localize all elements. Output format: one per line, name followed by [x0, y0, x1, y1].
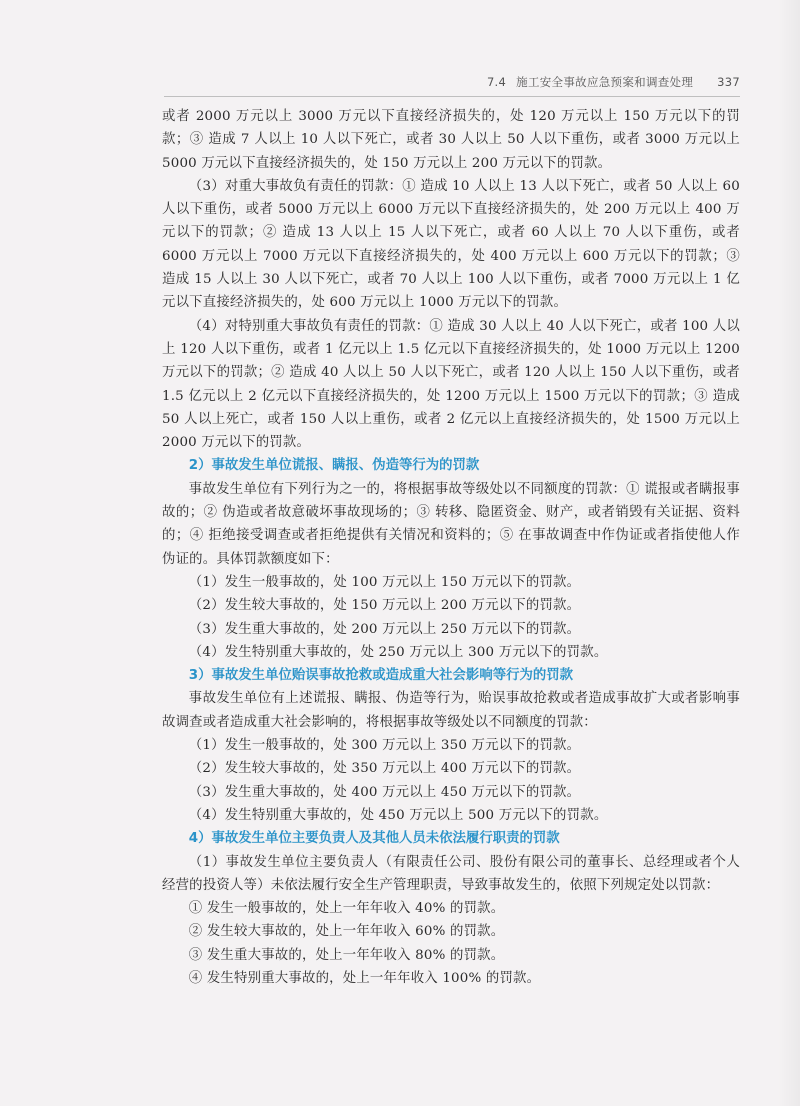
list-item: （4）发生特别重大事故的，处 250 万元以上 300 万元以下的罚款。	[188, 644, 608, 660]
list-item: ② 发生较大事故的，处上一年年收入 60% 的罚款。	[188, 924, 505, 940]
paragraph-continued: 或者 2000 万元以上 3000 万元以下直接经济损失的，处 120 万元以上 150 万元以下的罚款；③ 造成 7 人以上 10 人以下死亡，或者 30 人以上 50 人以下重伤，或者 3000 万元以上 5000 万元以下直接经济损失的，处 150 万元以上 200 万元以下的罚款。	[162, 109, 740, 171]
running-header	[164, 74, 740, 97]
list-item: （3）发生重大事故的，处 400 万元以上 450 万元以下的罚款。	[188, 784, 581, 800]
paragraph-responsible-persons: （1）事故发生单位主要负责人（有限责任公司、股份有限公司的董事长、总经理或者个人经营的投资人等）未依法履行安全生产管理职责，导致事故发生的，依照下列规定处以罚款：	[162, 854, 740, 893]
page-edge-shadow	[778, 0, 800, 1106]
list-item: （2）发生较大事故的，处 150 万元以上 200 万元以下的罚款。	[188, 598, 581, 614]
list-item: （1）发生一般事故的，处 300 万元以上 350 万元以下的罚款。	[188, 738, 581, 754]
list-item: （2）发生较大事故的，处 350 万元以上 400 万元以下的罚款。	[188, 761, 581, 777]
paragraph-delayed-rescue: 事故发生单位有上述谎报、瞒报、伪造等行为，贻误事故抢救或者造成事故扩大或者影响事故调查或者造成重大社会影响的，将根据事故等级处以不同额度的罚款：	[162, 691, 740, 730]
section-number: 7.4	[486, 75, 507, 89]
list-item: （1）发生一般事故的，处 100 万元以上 150 万元以下的罚款。	[188, 574, 581, 590]
list-item: （3）发生重大事故的，处 200 万元以上 250 万元以下的罚款。	[188, 621, 581, 637]
list-item: ① 发生一般事故的，处上一年年收入 40% 的罚款。	[188, 901, 505, 917]
subheading-false-reporting: 2）事故发生单位谎报、瞒报、伪造等行为的罚款	[188, 458, 480, 474]
section-title: 施工安全事故应急预案和调查处理	[516, 75, 694, 89]
subheading-delayed-rescue: 3）事故发生单位贻误事故抢救或造成重大社会影响等行为的罚款	[188, 668, 574, 684]
paragraph-major-accident-fines: （3）对重大事故负有责任的罚款：① 造成 10 人以上 13 人以下死亡，或者 50 人以上 60 人以下重伤，或者 5000 万元以上 6000 万元以下直接经济损失的，处 200 万元以上 400 万元以下的罚款；② 造成 13 人以上 15 人以下死亡，或者 60 人以上 70 人以下重伤，或者 6000 万元以上 7000 万元以下直接经济损失的，处 400 万元以上 600 万元以下的罚款；③ 造成 15 人以上 30 人以下死亡，或者 70 人以上 100 人以下重伤，或者 7000 万元以上 1 亿元以下直接经济损失的，处 600 万元以上 1000 万元以下的罚款。	[162, 178, 740, 311]
list-item: ④ 发生特别重大事故的，处上一年年收入 100% 的罚款。	[188, 970, 541, 986]
subheading-responsible-persons: 4）事故发生单位主要负责人及其他人员未依法履行职责的罚款	[188, 831, 560, 847]
paragraph-false-reporting: 事故发生单位有下列行为之一的，将根据事故等级处以不同额度的罚款：① 谎报或者瞒报事故的；② 伪造或者故意破坏事故现场的；③ 转移、隐匿资金、财产，或者销毁有关证据、资料的；④ 拒绝接受调查或者拒绝提供有关情况和资料的；⑤ 在事故调查中作伪证或者指使他人作伪证的。具体罚款额度如下：	[162, 481, 740, 567]
running-header-text	[487, 74, 740, 90]
list-item: （4）发生特别重大事故的，处 450 万元以上 500 万元以下的罚款。	[188, 807, 608, 823]
list-item: ③ 发生重大事故的，处上一年年收入 80% 的罚款。	[188, 947, 505, 963]
body-text	[162, 105, 740, 990]
page-number: 337	[717, 75, 740, 89]
paragraph-especially-major-accident-fines: （4）对特别重大事故负有责任的罚款：① 造成 30 人以上 40 人以下死亡，或者 100 人以上 120 人以下重伤，或者 1 亿元以上 1.5 亿元以下直接经济损失的，处 1000 万元以上 1200 万元以下的罚款；② 造成 40 人以上 50 人以下死亡，或者 120 人以上 150 人以下重伤，或者 1.5 亿元以上 2 亿元以下直接经济损失的，处 1200 万元以上 1500 万元以下的罚款；③ 造成 50 人以上死亡，或者 150 人以上重伤，或者 2 亿元以上直接经济损失的，处 1500 万元以上 2000 万元以下的罚款。	[162, 318, 740, 451]
